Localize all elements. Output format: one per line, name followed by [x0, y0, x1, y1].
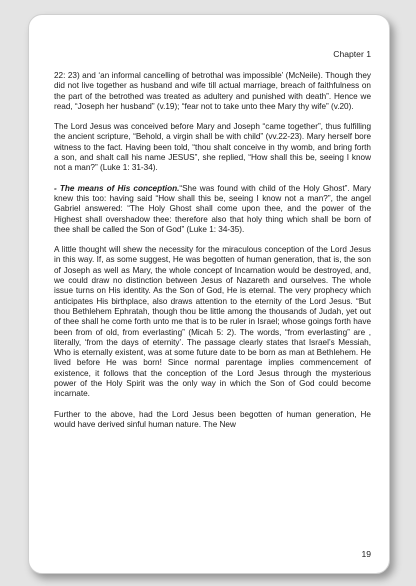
paragraph: Further to the above, had the Lord Jesus been begotten of human generation, He would have derived sinful human nature. The New: [54, 409, 371, 429]
paragraph: 22: 23) and ‘an informal cancelling of betrothal was impossible’ (McNeile). Though they did not live together as husband and wife till actual marriage, breach of faithfulness on the part of the betrothed was treated as adultery and punished with death”. Hence we read, “Joseph her husband” (v.19); “fear not to take unto thee Mary thy wife” (v.20).: [54, 71, 371, 111]
page-number: 19: [361, 549, 371, 559]
book-page: [28, 14, 390, 574]
body-text: [54, 71, 371, 440]
paragraph: A little thought will shew the necessity for the miraculous conception of the Lord Jesus in this way. If, as some suggest, He was begotten of human generation, that is, the son of Joseph as well as Mary, the whole concept of Incarnation would be destroyed, and, we could draw no distinction between Jesus of Nazareth and ourselves. The whole issue turns on His identity. As the Son of God, He is eternal. The very prophecy which anticipates His birthplace, also draws attention to the eternity of the Lord Jesus. “But thou Bethlehem Ephratah, though thou be little among the thousands of Judah, yet out of thee shall he come forth unto me that is to be ruler in Israel; whose goings forth have been from of old, from everlasting” (Micah 5: 2). The words, “from everlasting” are , literally, ‘from the days of eternity’. The passage clearly states that Israel’s Messiah, Who is eternally existent, was at some future date to be born as man at Bethlehem. He lived before He was born! Since normal parentage implies commencement of existence, it follows that the conception of the Lord Jesus through the mysterious power of the Holy Spirit was the only way in which the Son of God could become incarnate.: [54, 245, 371, 399]
paragraph: The Lord Jesus was conceived before Mary and Joseph “came together”, thus fulfilling the ancient scripture, “Behold, a virgin shall be with child” (vv.22-23). Mary herself bore witness to the fact. Having been told, “thou shalt conceive in thy womb, and bring forth a son, and shalt call his name JESUS”, she replied, “How shall this be, seeing I know not a man?” (Luke 1: 31-34).: [54, 122, 371, 173]
chapter-header: Chapter 1: [333, 49, 371, 59]
paragraph-text: “She was found with child of the Holy Ghost”. Mary knew this too: having said “How shall this be, seeing I know not a man?”, the angel Gabriel answered: “The Holy Ghost shall come upon thee, and the power of the Highest shall overshadow thee: therefore also that holy thing which shall be born of thee shall be called the Son of God” (Luke 1: 34-35).: [54, 183, 372, 234]
paragraph-lead-heading: - The means of His conception.: [54, 183, 180, 193]
paragraph: [54, 184, 371, 235]
